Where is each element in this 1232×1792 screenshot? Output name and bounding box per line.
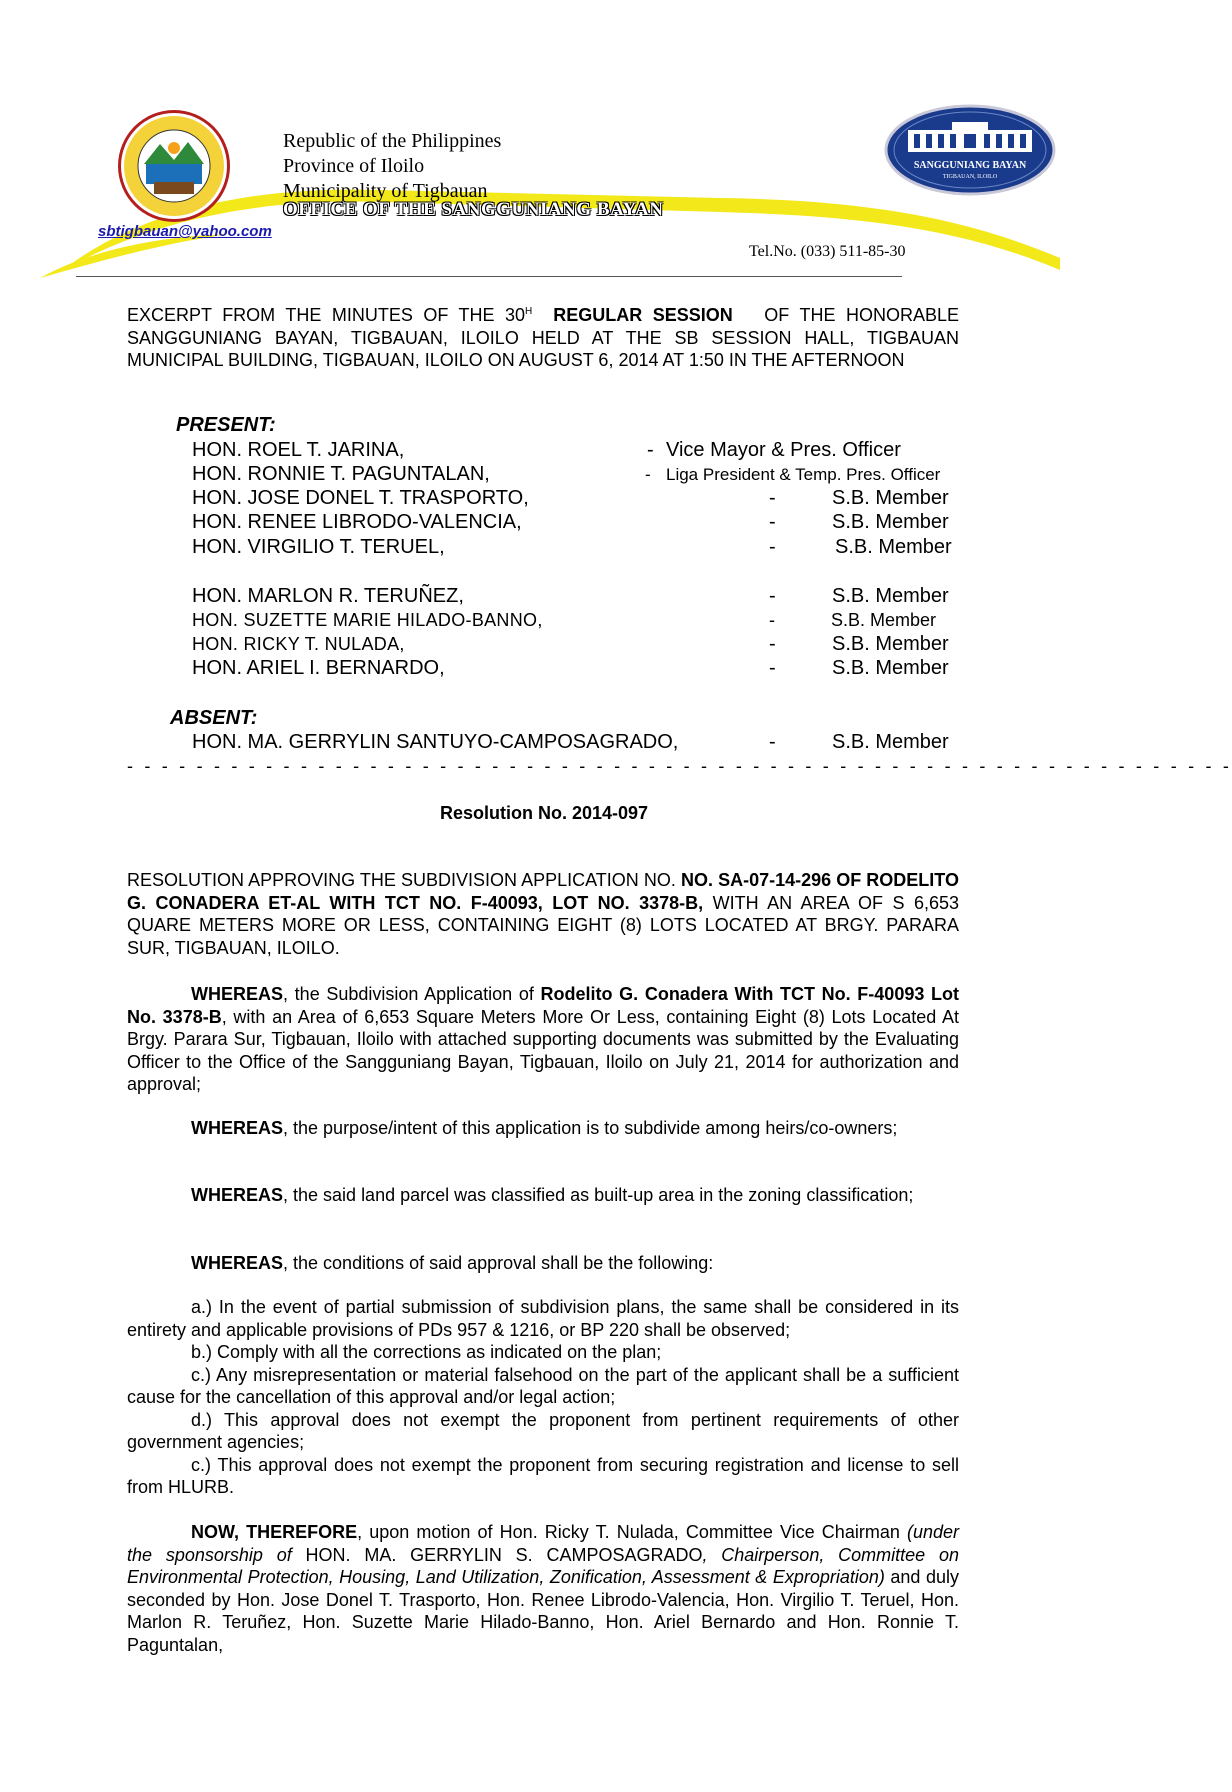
attendee-name: HON. ARIEL I. BERNARDO, bbox=[192, 657, 445, 679]
attendee-dash: - bbox=[769, 657, 776, 679]
attendee-dash: - bbox=[769, 487, 776, 509]
condition-item: a.) In the event of partial submission of subdivision plans, the same shall be considered in its entirety and applicable provisions of PDs 957 & 1216, or BP 220 shall be observed; bbox=[127, 1297, 959, 1340]
attendee-name: HON. RONNIE T. PAGUNTALAN, bbox=[192, 463, 490, 485]
absentee-role: S.B. Member bbox=[832, 731, 949, 753]
attendee-dash: - bbox=[769, 610, 775, 630]
condition-item: c.) Any misrepresentation or material falsehood on the part of the applicant shall be a sufficient cause for the cancellation of this approval and/or legal action; bbox=[127, 1364, 959, 1407]
province-line: Province of Iloilo bbox=[283, 155, 425, 177]
attendee-role: S.B. Member bbox=[832, 585, 949, 607]
absentee-dash: - bbox=[769, 731, 776, 753]
resolution-number: Resolution No. 2014-097 bbox=[439, 803, 649, 823]
telephone-number: Tel.No. (033) 511-85-30 bbox=[749, 243, 906, 260]
attendee-dash: - bbox=[769, 585, 776, 607]
attendee-name: HON. MARLON R. TERUÑEZ, bbox=[192, 585, 464, 607]
attendee-name: HON. ROEL T. JARINA, bbox=[192, 439, 405, 461]
attendee-dash: - bbox=[769, 536, 776, 558]
attendee-role: S.B. Member bbox=[832, 633, 949, 655]
attendee-dash: - bbox=[769, 511, 776, 533]
minutes-excerpt-heading: EXCERPT FROM THE MINUTES OF THE $30^H$ REGULAR SESSION OF THE HONORABLE SANGGUNIANG BAYAN, TIGBAUAN, ILOILO HELD AT THE SB SESSION HALL, TIGBAUAN MUNICIPAL BUILDING, TIGBAUAN, ILOILO ON AUGUST 6, 2014 AT 1:50 IN THE AFTERNOON bbox=[127, 305, 959, 370]
header-divider bbox=[76, 276, 902, 277]
whereas-paragraph-1: WHEREAS, the Subdivision Application of Rodelito G. Conadera With TCT No. F-40093 Lot No. 3378-B, with an Area of 6,653 Square Meters More Or Less, containing Eight (8) Lots Located At Brgy. Parara Sur, Tigbauan, Iloilo with attached supporting documents was submitted by the Evaluating Officer to the Office of the Sangguniang Bayan, Tigbauan, Iloilo on July 21, 2014 for authorization and approval; bbox=[127, 984, 959, 1094]
resolution-title: RESOLUTION APPROVING THE SUBDIVISION APPLICATION NO. NO. SA-07-14-296 OF RODELITO G. CONADERA ET-AL WITH TCT NO. F-40093, LOT NO. 3378-B, WITH AN AREA OF S 6,653 QUARE METERS MORE OR LESS, CONTAINING EIGHT (8) LOTS LOCATED AT BRGY. PARARA SUR, TIGBAUAN, ILOILO. bbox=[127, 870, 959, 958]
republic-line: Republic of the Philippines bbox=[283, 130, 502, 152]
absentee-name: HON. MA. GERRYLIN SANTUYO-CAMPOSAGRADO, bbox=[192, 731, 679, 753]
attendee-role: S.B. Member bbox=[832, 657, 949, 679]
attendee-role: S.B. Member bbox=[831, 610, 937, 630]
attendee-name: HON. JOSE DONEL T. TRASPORTO, bbox=[192, 487, 529, 509]
attendee-role: S.B. Member bbox=[832, 487, 949, 509]
whereas-paragraph-4: WHEREAS, the conditions of said approval shall be the following: bbox=[191, 1253, 714, 1273]
attendee-role: S.B. Member bbox=[835, 536, 952, 558]
municipal-seal-logo bbox=[116, 108, 232, 224]
attendee-name: HON. VIRGILIO T. TERUEL, bbox=[192, 536, 445, 558]
condition-item: b.) Comply with all the corrections as indicated on the plan; bbox=[191, 1342, 662, 1362]
absent-label: ABSENT: bbox=[170, 707, 258, 729]
right-seal-subtext: TIGBAUAN, ILOILO bbox=[942, 174, 998, 180]
email-link[interactable]: sbtigbauan@yahoo.com bbox=[98, 223, 272, 240]
attendee-role: Liga President & Temp. Pres. Officer bbox=[666, 465, 941, 484]
office-title: OFFICE OF THE SANGGUNIANG BAYAN bbox=[283, 199, 664, 220]
sangguniang-bayan-seal-logo bbox=[884, 104, 1056, 196]
whereas-paragraph-3: WHEREAS, the said land parcel was classified as built-up area in the zoning classification; bbox=[191, 1185, 914, 1205]
municipality-line: Municipality of Tigbauan bbox=[283, 180, 488, 202]
right-seal-text: SANGGUNIANG BAYAN bbox=[913, 160, 1027, 171]
condition-item: d.) This approval does not exempt the proponent from pertinent requirements of other government agencies; bbox=[127, 1409, 959, 1452]
conditions-list bbox=[127, 1296, 959, 1499]
attendee-name: HON. SUZETTE MARIE HILADO-BANNO, bbox=[192, 610, 543, 630]
attendee-name: HON. RICKY T. NULADA, bbox=[192, 634, 405, 654]
attendee-role: Vice Mayor & Pres. Officer bbox=[666, 439, 901, 461]
now-therefore-paragraph: NOW, THEREFORE, upon motion of Hon. Ricky T. Nulada, Committee Vice Chairman (under the sponsorship of HON. MA. GERRYLIN S. CAMPOSAGRADO, Chairperson, Committee on Environmental Protection, Housing, Land Utilization, Zonification, Assessment & Expropriation) and duly seconded by Hon. Jose Donel T. Trasporto, Hon. Renee Librodo-Valencia, Hon. Virgilio T. Teruel, Hon. Marlon R. Teruñez, Hon. Suzette Marie Hilado-Banno, Hon. Ariel Bernardo and Hon. Ronnie T. Paguntalan, bbox=[127, 1522, 959, 1655]
dashed-separator: - - - - - - - - - - - - - - - - - - - - - - - - - - - - - - - - - - - - - - - - - - - - - - - - - - - - - - - - - - - - - - - - bbox=[127, 756, 1232, 776]
attendee-dash: - bbox=[645, 465, 651, 484]
present-label: PRESENT: bbox=[176, 414, 276, 436]
whereas-paragraph-2: WHEREAS, the purpose/intent of this application is to subdivide among heirs/co-owners; bbox=[191, 1118, 898, 1138]
attendee-dash: - bbox=[647, 439, 654, 461]
attendee-name: HON. RENEE LIBRODO-VALENCIA, bbox=[192, 511, 522, 533]
attendee-role: S.B. Member bbox=[832, 511, 949, 533]
attendee-dash: - bbox=[769, 633, 776, 655]
condition-item: c.) This approval does not exempt the proponent from securing registration and license to sell from HLURB. bbox=[127, 1454, 959, 1497]
